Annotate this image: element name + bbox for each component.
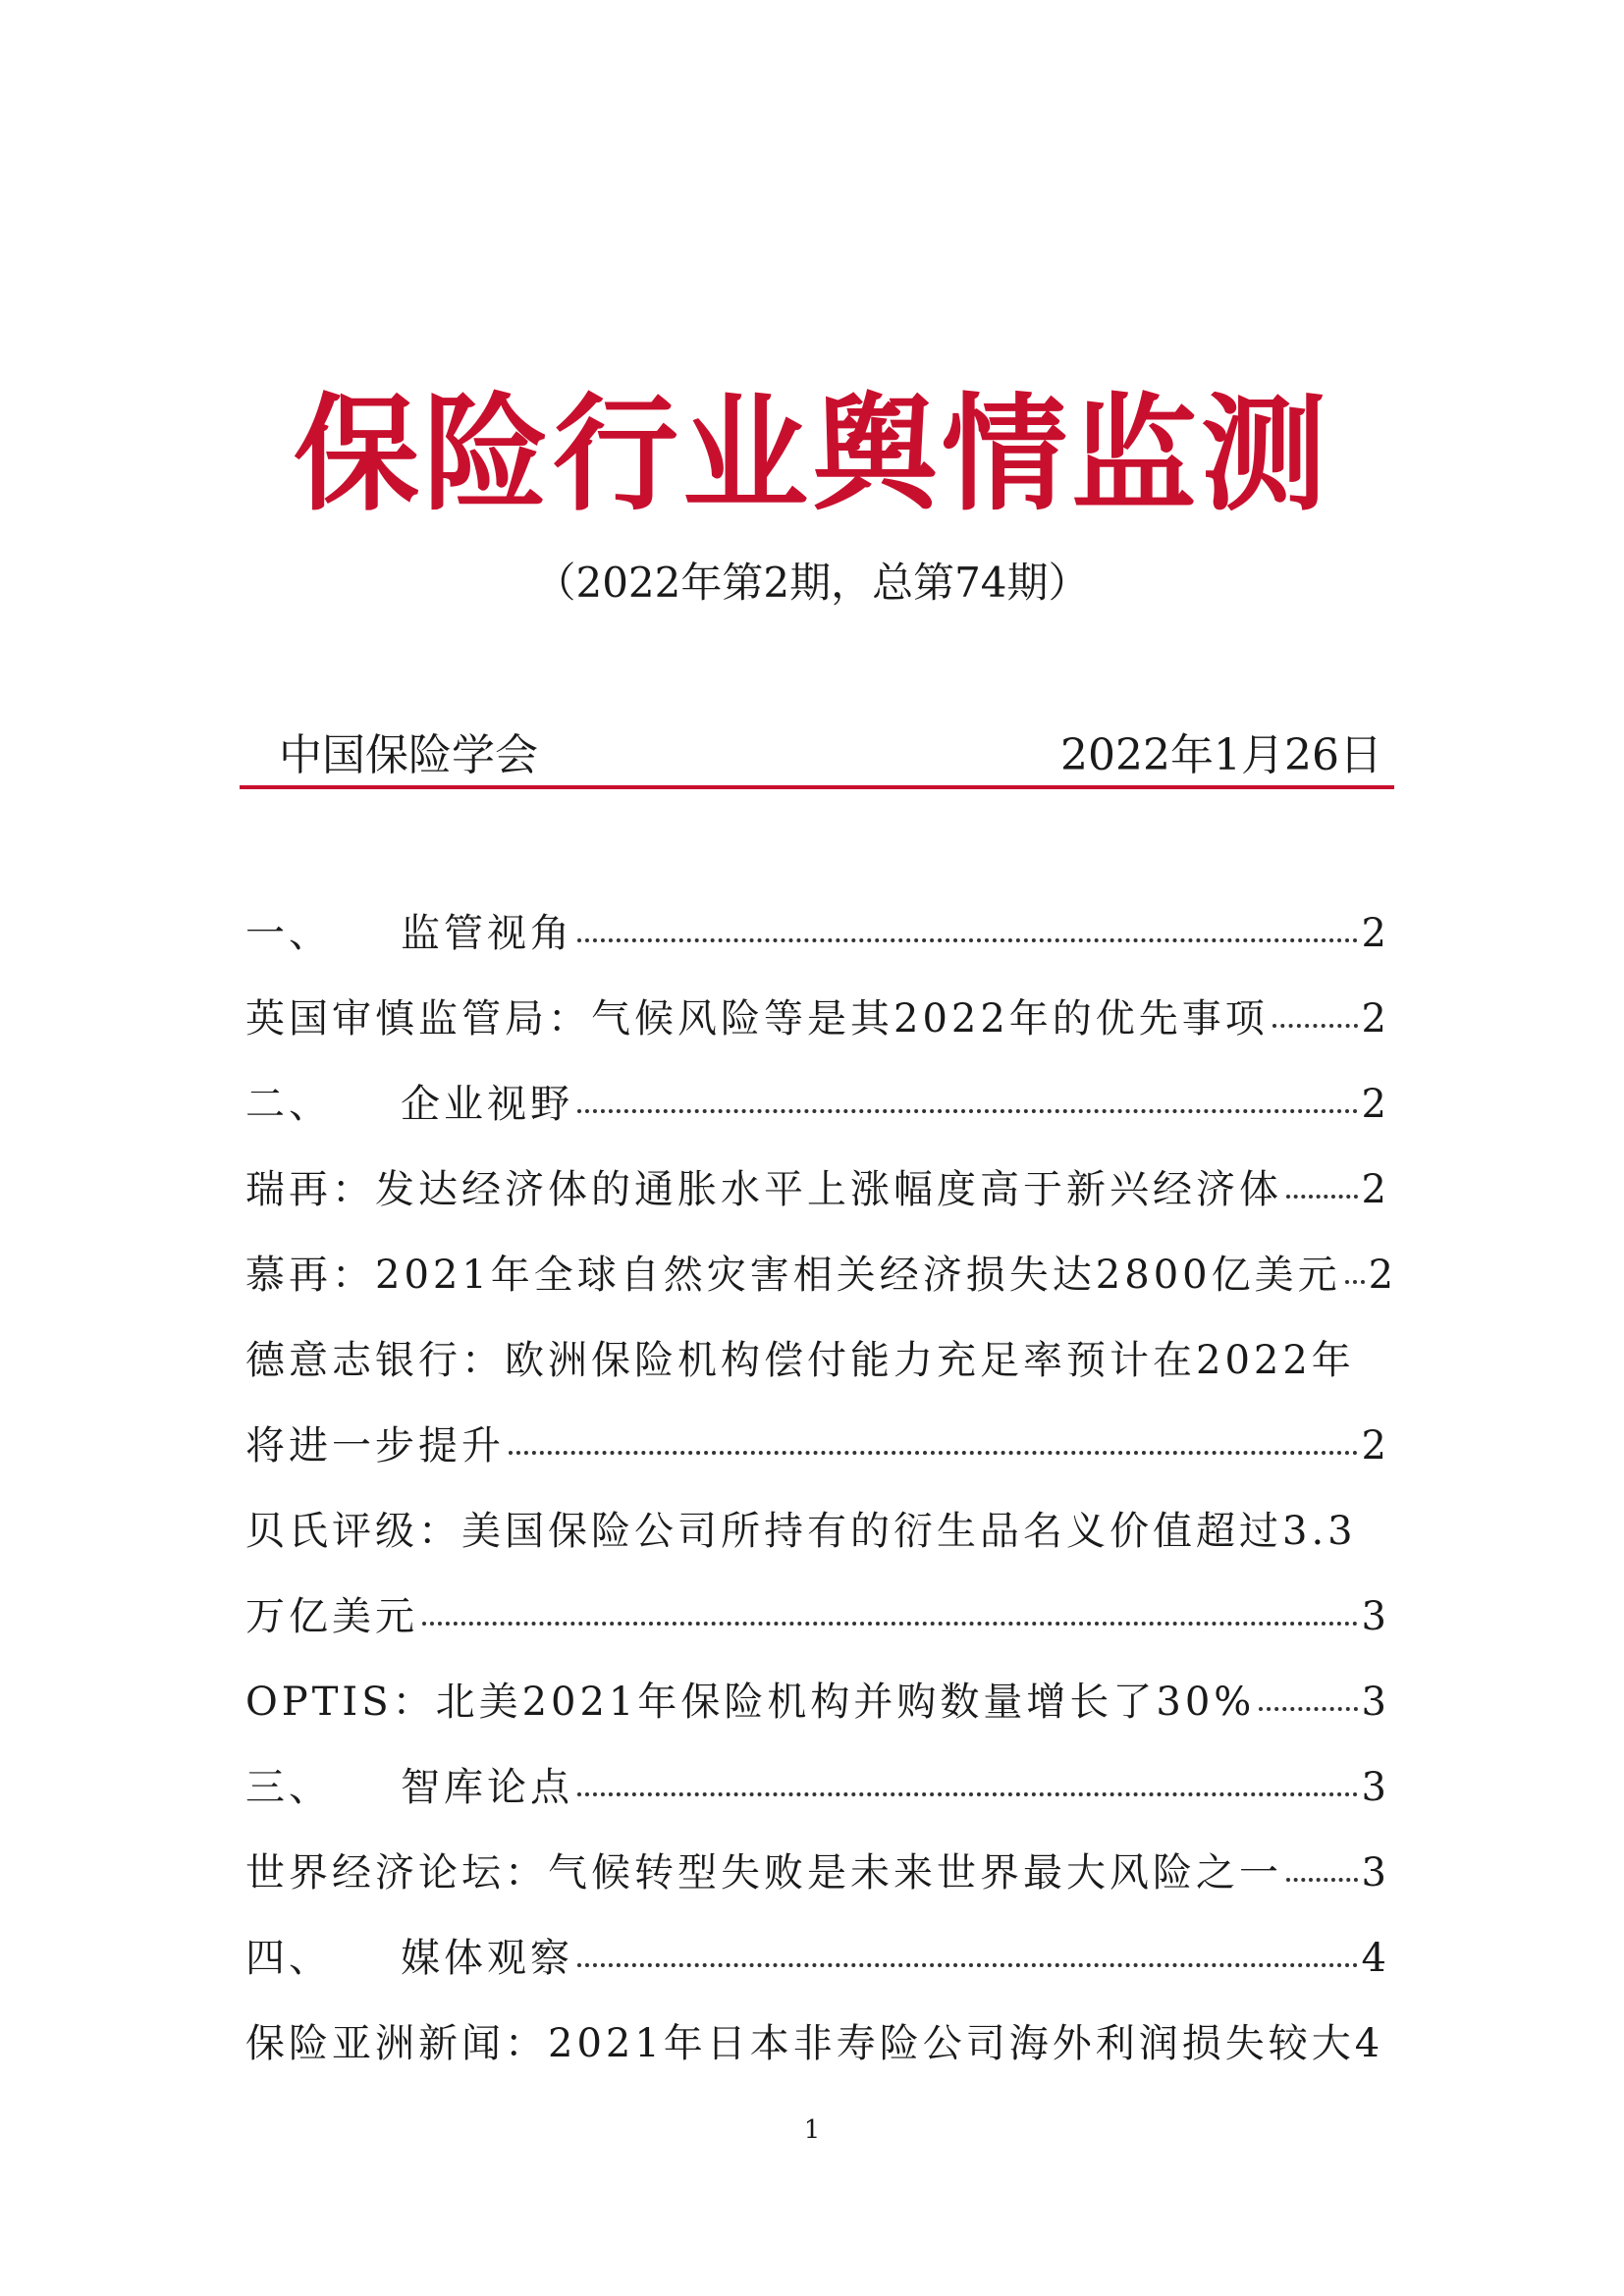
toc-entry[interactable] bbox=[245, 1148, 1390, 1233]
dot-leader bbox=[1272, 1014, 1358, 1028]
dot-leader bbox=[509, 1441, 1358, 1455]
dot-leader bbox=[577, 1953, 1358, 1967]
toc-entry-line1[interactable] bbox=[245, 1318, 1390, 1404]
toc-page-number: 2 bbox=[1361, 996, 1390, 1041]
dot-leader bbox=[1345, 1270, 1365, 1284]
toc-section-number: 一、 bbox=[245, 911, 332, 956]
toc-section-number: 二、 bbox=[245, 1082, 332, 1127]
issue-date: 2022年1月26日 bbox=[1060, 730, 1382, 780]
header-rule bbox=[240, 785, 1394, 789]
toc-section-number: 四、 bbox=[245, 1936, 332, 1981]
toc-page-number: 3 bbox=[1361, 1850, 1390, 1896]
toc-entry[interactable] bbox=[245, 2002, 1390, 2087]
toc-entry[interactable] bbox=[245, 1831, 1390, 1916]
toc-entry[interactable] bbox=[245, 1660, 1390, 1745]
toc-section-3[interactable] bbox=[245, 1745, 1390, 1831]
toc-entry-title: 慕再：2021年全球自然灾害相关经济损失达2800亿美元 bbox=[245, 1253, 1341, 1298]
toc-entry-title: 英国审慎监管局：气候风险等是其2022年的优先事项 bbox=[245, 996, 1269, 1041]
toc-entry-title: 贝氏评级：美国保险公司所持有的衍生品名义价值超过3.3 bbox=[245, 1509, 1357, 1554]
toc-section-4[interactable] bbox=[245, 1916, 1390, 2002]
toc-entry-title: OPTIS：北美2021年保险机构并购数量增长了30% bbox=[245, 1680, 1256, 1725]
toc-entry-line1[interactable] bbox=[245, 1489, 1390, 1575]
dot-leader bbox=[577, 1783, 1358, 1796]
toc-page-number: 3 bbox=[1361, 1680, 1390, 1725]
toc-section-title: 企业视野 bbox=[401, 1082, 573, 1127]
toc-entry-title: 瑞再：发达经济体的通胀水平上涨幅度高于新兴经济体 bbox=[245, 1167, 1282, 1212]
toc-entry-title: 保险亚洲新闻：2021年日本非寿险公司海外利润损失较大 bbox=[245, 2021, 1355, 2066]
toc-page-number: 4 bbox=[1354, 2021, 1384, 2066]
table-of-contents bbox=[245, 891, 1398, 2087]
organization-name: 中国保险学会 bbox=[279, 730, 538, 780]
toc-entry-line2[interactable] bbox=[245, 1575, 1390, 1660]
toc-section-title: 监管视角 bbox=[401, 911, 573, 956]
dot-leader bbox=[1259, 1697, 1357, 1711]
toc-entry-title: 德意志银行：欧洲保险机构偿付能力充足率预计在2022年 bbox=[245, 1338, 1355, 1383]
toc-section-1[interactable] bbox=[245, 891, 1390, 977]
toc-section-title: 媒体观察 bbox=[401, 1936, 573, 1981]
toc-entry[interactable] bbox=[245, 977, 1390, 1062]
page-number: 1 bbox=[803, 2115, 821, 2145]
toc-section-2[interactable] bbox=[245, 1062, 1390, 1148]
toc-page-number: 2 bbox=[1361, 1423, 1390, 1468]
document-title: 保险行业舆情监测 bbox=[293, 381, 1330, 528]
toc-page-number: 2 bbox=[1368, 1253, 1398, 1298]
toc-entry-title-cont: 将进一步提升 bbox=[245, 1423, 505, 1468]
toc-section-number: 三、 bbox=[245, 1765, 332, 1810]
toc-page-number: 2 bbox=[1361, 1167, 1390, 1212]
dot-leader bbox=[577, 929, 1358, 942]
dot-leader bbox=[1286, 1185, 1358, 1199]
toc-entry-title-cont: 万亿美元 bbox=[245, 1594, 418, 1639]
toc-page-number: 3 bbox=[1361, 1765, 1390, 1810]
toc-page-number: 2 bbox=[1361, 911, 1390, 956]
toc-section-title: 智库论点 bbox=[401, 1765, 573, 1810]
toc-page-number: 2 bbox=[1361, 1082, 1390, 1127]
toc-entry-title: 世界经济论坛：气候转型失败是未来世界最大风险之一 bbox=[245, 1850, 1282, 1896]
toc-entry[interactable] bbox=[245, 1233, 1398, 1318]
masthead bbox=[240, 724, 1394, 787]
issue-subtitle: （2022年第2期，总第74期） bbox=[534, 559, 1090, 607]
dot-leader bbox=[422, 1612, 1358, 1626]
toc-entry-line2[interactable] bbox=[245, 1404, 1390, 1489]
toc-page-number: 4 bbox=[1361, 1936, 1390, 1981]
toc-page-number: 3 bbox=[1361, 1594, 1390, 1639]
dot-leader bbox=[577, 1099, 1358, 1113]
dot-leader bbox=[1286, 1868, 1358, 1882]
